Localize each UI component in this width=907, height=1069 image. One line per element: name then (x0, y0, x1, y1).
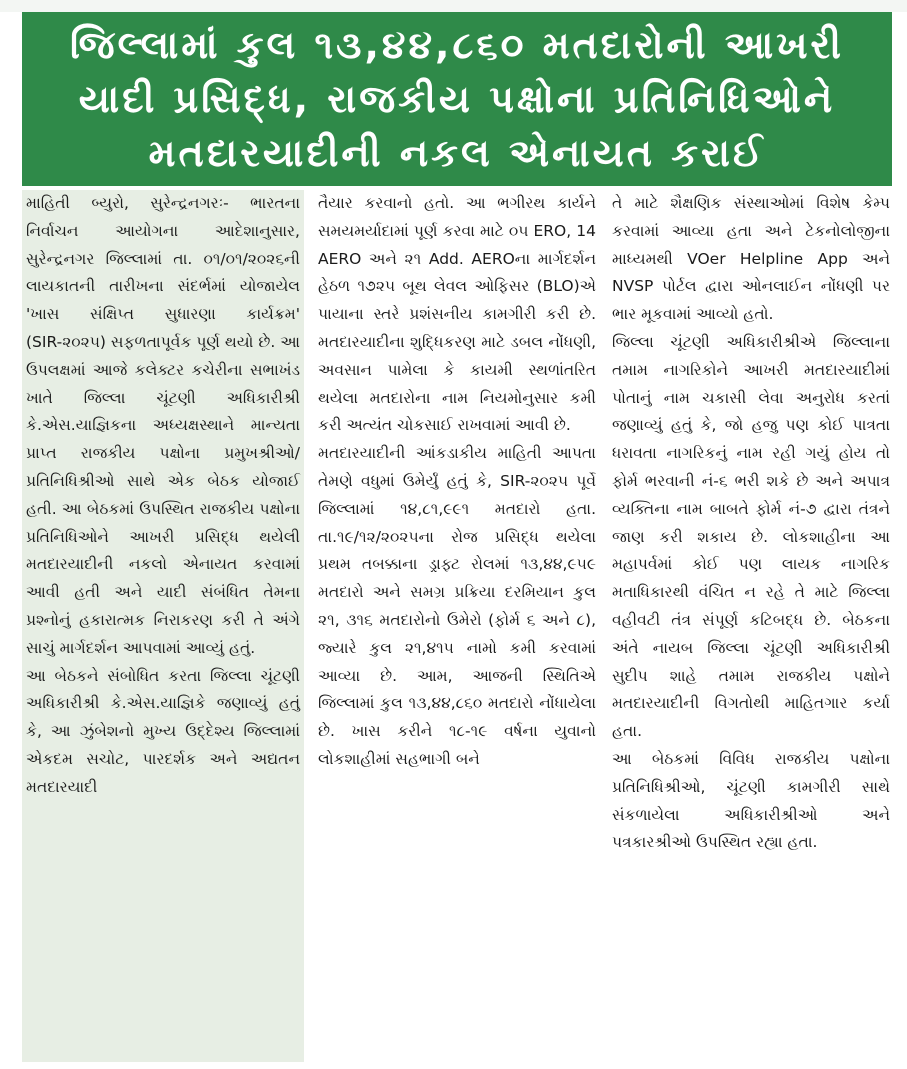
top-strip (0, 0, 907, 12)
column-2-paragraph-2: મતદારયાદીની આંકડાકીય માહિતી આપતા તેમણે વધુમાં ઉમેર્યું હતું કે, SIR-૨૦૨૫ પૂર્વે જિલ્લામાં ૧૪,૮૧,૯૯૧ મતદારો હતા. તા.૧૯/૧૨/૨૦૨૫ના રોજ પ્રસિદ્ધ થયેલા પ્રથમ તબક્કાના ડ્રાફ્ટ રોલમાં ૧૩,૪૪,૯૫૯ મતદારો અને સમગ્ર પ્રક્રિયા દરમિયાન કુલ ૨૧, ૩૧૬ મતદારોનો ઉમેરો (ફોર્મ ૬ અને ૮), જ્યારે કુલ ૨૧,૪૧૫ નામો કમી કરવામાં આવ્યા છે. આમ, આજની સ્થિતિએ જિલ્લામાં કુલ ૧૩,૪૪,૮૬૦ મતદારો નોંધાયેલા છે. ખાસ કરીને ૧૮-૧૯ વર્ષના યુવાનો લોકશાહીમાં સહભાગી બને (318, 444, 596, 768)
article-column-1 (22, 190, 304, 1062)
article-body (22, 190, 892, 1062)
article-column-3 (610, 190, 892, 1062)
headline-line-2: યાદી પ્રસિદ્ધ, રાજકીય પક્ષોના પ્રતિનિધિઓને (78, 77, 836, 121)
headline-line-1: જિલ્લામાં કુલ ૧૩,૪૪,૮૬૦ મતદારોની આખરી (70, 23, 844, 67)
column-3-paragraph-3: આ બેઠકમાં વિવિધ રાજકીય પક્ષોના પ્રતિનિધિશ્રીઓ, ચૂંટણી કામગીરી સાથે સંકળાયેલા અધિકારીશ્રીઓ અને પત્રકારશ્રીઓ ઉપસ્થિત રહ્યા હતા. (612, 749, 890, 852)
column-2-paragraph-1: તૈયાર કરવાનો હતો. આ ભગીરથ કાર્યને સમયમર્યાદામાં પૂર્ણ કરવા માટે ૦૫ ERO, 14 AERO અને ૨૧ Add. AEROના માર્ગદર્શન હેઠળ ૧૭૨૫ બૂથ લેવલ ઓફિસર (BLO)એ પાયાના સ્તરે પ્રશંસનીય કામગીરી કરી છે. મતદારયાદીના શુદ્ધિકરણ માટે ડબલ નોંધણી, અવસાન પામેલા કે કાયમી સ્થળાંતરિત થયેલા મતદારોના નામ નિયમોનુસાર કમી કરી અત્યંત ચોકસાઈ રાખવામાં આવી છે. (318, 194, 596, 435)
column-1-paragraph-2: આ બેઠકને સંબોધિત કરતા જિલ્લા ચૂંટણી અધિકારીશ્રી કે.એસ.યાજ્ઞિકે જણાવ્યું હતું કે, આ ઝુંબેશનો મુખ્ય ઉદ્દેશ્ય જિલ્લામાં એકદમ સચોટ, પારદર્શક અને અદ્યતન મતદારયાદી (26, 666, 300, 796)
headline-line-3: મતદારયાદીની નકલ એનાયત કરાઈ (148, 131, 766, 175)
headline-banner (22, 12, 892, 186)
column-1-paragraph-1: માહિતી બ્યુરો, સુરેન્દ્રનગરઃ- ભારતના નિર્વાચન આયોગના આદેશાનુસાર, સુરેન્દ્રનગર જિલ્લામાં તા. ૦૧/૦૧/૨૦૨૬ની લાયકાતની તારીખના સંદર્ભમાં યોજાયેલ 'ખાસ સંક્ષિપ્ત સુધારણા કાર્યક્રમ' (SIR-૨૦૨૫) સફળતાપૂર્વક પૂર્ણ થયો છે. આ ઉપલક્ષમાં આજે કલેક્ટર કચેરીના સભાખંડ ખાતે જિલ્લા ચૂંટણી અધિકારીશ્રી કે.એસ.યાજ્ઞિકના અધ્યક્ષસ્થાને માન્યતા પ્રાપ્ત રાજકીય પક્ષોના પ્રમુખશ્રીઓ/ પ્રતિનિધિશ્રીઓ સાથે એક બેઠક યોજાઈ હતી. આ બેઠકમાં ઉપસ્થિત રાજકીય પક્ષોના પ્રતિનિધિઓને આખરી પ્રસિદ્ધ થયેલી મતદારયાદીની નકલો એનાયત કરવામાં આવી હતી અને યાદી સંબંધિત તેમના પ્રશ્નોનું હકારાત્મક નિરાકરણ કરી તે અંગે સાચું માર્ગદર્શન આપવામાં આવ્યું હતું. (26, 194, 300, 657)
column-3-paragraph-1: તે માટે શૈક્ષણિક સંસ્થાઓમાં વિશેષ કેમ્પ કરવામાં આવ્યા હતા અને ટેકનોલોજીના માધ્યમથી VOer Helpline App અને NVSP પોર્ટલ દ્વારા ઓનલાઈન નોંધણી પર ભાર મૂકવામાં આવ્યો હતો. (612, 194, 890, 324)
column-3-paragraph-2: જિલ્લા ચૂંટણી અધિકારીશ્રીએ જિલ્લાના તમામ નાગરિકોને આખરી મતદારયાદીમાં પોતાનું નામ ચકાસી લેવા અનુરોધ કરતાં જણાવ્યું હતું કે, જો હજુ પણ કોઈ પાત્રતા ધરાવતા નાગરિકનું નામ રહી ગયું હોય તો ફોર્મ ભરવાની નં-૬ ભરી શકે છે અને અપાત્ર વ્યક્તિના નામ બાબતે ફોર્મ નં-૭ દ્વારા તંત્રને જાણ કરી શકાય છે. લોકશાહીના આ મહાપર્વમાં કોઈ પણ લાયક નાગરિક મતાધિકારથી વંચિત ન રહે તે માટે જિલ્લા વહીવટી તંત્ર સંપૂર્ણ કટિબદ્ધ છે. બેઠકના અંતે નાયબ જિલ્લા ચૂંટણી અધિકારીશ્રી સુદીપ શાહે તમામ રાજકીય પક્ષોને મતદારયાદીની વિગતોથી માહિતગાર કર્યા હતા. (612, 332, 890, 741)
article-column-2 (316, 190, 598, 1062)
